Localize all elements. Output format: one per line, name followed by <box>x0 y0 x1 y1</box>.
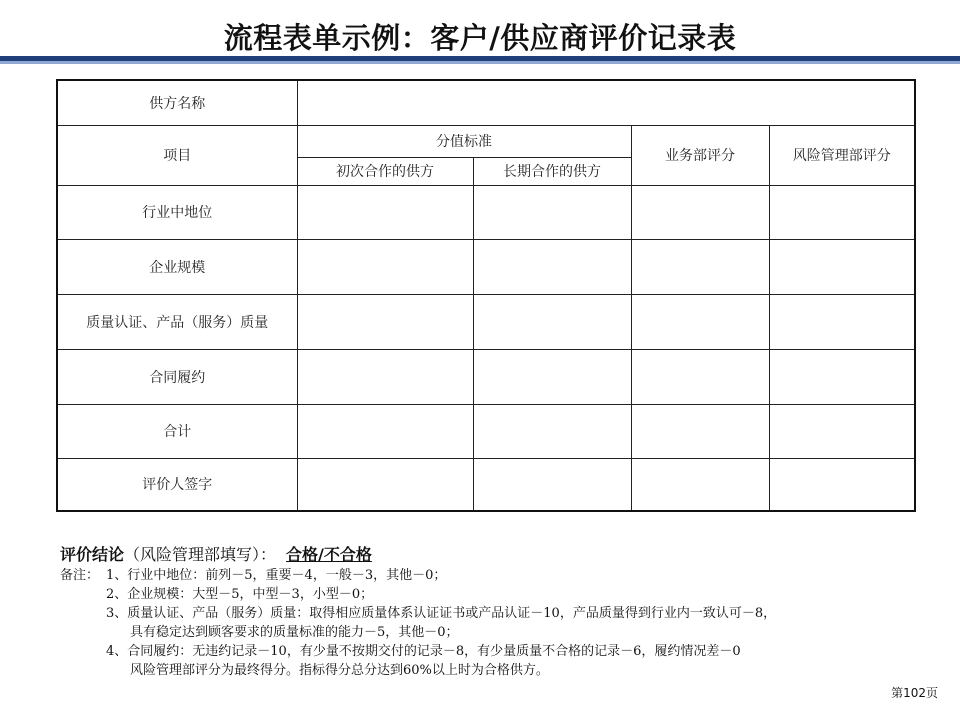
remark-prefix: 备注： <box>60 568 100 583</box>
remark-text: 具有稳定达到顾客要求的质量标准的能力－5，其他－0； <box>130 625 459 640</box>
score-cell[interactable] <box>473 239 631 294</box>
remark-text: 风险管理部评分为最终得分。指标得分总分达到60%以上时为合格供方。 <box>130 663 549 678</box>
score-cell[interactable] <box>631 349 769 404</box>
remark-text: 3、质量认证、产品（服务）质量：取得相应质量体系认证证书或产品认证－10，产品质量得到行业内一致认可－8， <box>106 606 777 621</box>
score-cell[interactable] <box>297 185 473 239</box>
remark-line <box>60 585 940 604</box>
score-cell[interactable] <box>297 239 473 294</box>
remark-line <box>60 566 940 585</box>
table-row-supplier-name <box>57 80 915 125</box>
remark-text: 2、企业规模：大型－5，中型－3，小型－0； <box>106 587 374 602</box>
score-cell[interactable] <box>473 404 631 458</box>
score-cell[interactable] <box>769 349 915 404</box>
row-label-contract-performance: 合同履约 <box>57 349 297 404</box>
row-label-industry-position: 行业中地位 <box>57 185 297 239</box>
score-cell[interactable] <box>297 349 473 404</box>
row-label-evaluator-signature: 评价人签字 <box>57 458 297 511</box>
conclusion-result: 合格/不合格 <box>286 545 372 564</box>
supplier-evaluation-table <box>56 79 916 512</box>
table-row <box>57 458 915 511</box>
score-cell[interactable] <box>473 458 631 511</box>
score-cell[interactable] <box>769 404 915 458</box>
conclusion-label: 评价结论 <box>60 545 125 564</box>
score-cell[interactable] <box>473 294 631 349</box>
score-cell[interactable] <box>631 185 769 239</box>
score-cell[interactable] <box>297 458 473 511</box>
risk-dept-score-header: 风险管理部评分 <box>769 125 915 185</box>
remark-line <box>60 661 940 680</box>
remark-line <box>60 604 940 623</box>
score-cell[interactable] <box>769 185 915 239</box>
long-term-supplier-header: 长期合作的供方 <box>473 157 631 185</box>
supplier-name-label: 供方名称 <box>57 80 297 125</box>
evaluation-conclusion <box>60 542 372 565</box>
score-standard-header: 分值标准 <box>297 125 631 157</box>
page-number: 第102页 <box>891 686 938 700</box>
score-cell[interactable] <box>769 239 915 294</box>
score-cell[interactable] <box>297 294 473 349</box>
score-cell[interactable] <box>631 404 769 458</box>
table-row <box>57 239 915 294</box>
remark-text: 4、合同履约：无违约记录－10，有少量不按期交付的记录－8，有少量质量不合格的记录－6，履约情况差－0 <box>106 644 741 659</box>
conclusion-note: （风险管理部填写）： <box>124 545 277 564</box>
row-label-quality-certification: 质量认证、产品（服务）质量 <box>57 294 297 349</box>
score-cell[interactable] <box>297 404 473 458</box>
remark-line <box>60 623 940 642</box>
table-row <box>57 185 915 239</box>
supplier-name-cell[interactable] <box>297 80 915 125</box>
remarks-block <box>60 566 940 680</box>
table-row <box>57 404 915 458</box>
table-row <box>57 349 915 404</box>
business-dept-score-header: 业务部评分 <box>631 125 769 185</box>
header-divider-accent <box>0 61 960 64</box>
score-cell[interactable] <box>631 239 769 294</box>
score-cell[interactable] <box>631 294 769 349</box>
score-cell[interactable] <box>631 458 769 511</box>
page-title: 流程表单示例：客户/供应商评价记录表 <box>223 21 737 55</box>
first-time-supplier-header: 初次合作的供方 <box>297 157 473 185</box>
table-row <box>57 294 915 349</box>
score-cell[interactable] <box>473 349 631 404</box>
remark-text: 1、行业中地位：前列－5，重要－4，一般－3，其他－0； <box>106 568 447 583</box>
item-header: 项目 <box>57 125 297 185</box>
score-cell[interactable] <box>769 458 915 511</box>
score-cell[interactable] <box>769 294 915 349</box>
table-header-row <box>57 125 915 157</box>
row-label-company-size: 企业规模 <box>57 239 297 294</box>
row-label-total: 合计 <box>57 404 297 458</box>
remark-line <box>60 642 940 661</box>
score-cell[interactable] <box>473 185 631 239</box>
